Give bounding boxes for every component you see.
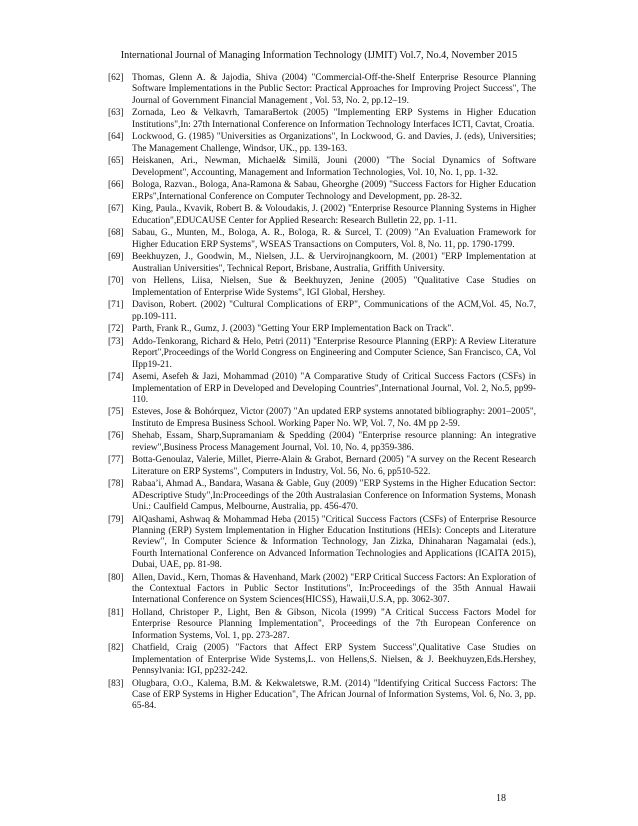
- reference-item: [108, 276, 536, 299]
- reference-item: [108, 337, 536, 371]
- reference-text: Parth, Frank R., Gumz, J. (2003) "Getting Your ERP Implementation Back on Track".: [132, 324, 454, 335]
- reference-number: [78]: [108, 479, 124, 490]
- reference-item: [108, 479, 536, 513]
- reference-number: [62]: [108, 73, 124, 83]
- reference-item: [108, 228, 536, 251]
- reference-text: King, Paula., Kvavik, Robert B. & Voloudakis, J. (2002) "Enterprise Resource Planning Systems in Higher Education",EDUCAUSE Center for Applied Research: Research Bulletin 22, pp. 1-11.: [132, 204, 536, 226]
- reference-text: Bologa, Razvan., Bologa, Ana-Ramona & Sabau, Gheorghe (2009) "Success Factors for Higher Education ERPs",International Conference on Computer Technology and Development, pp. 28-32.: [132, 180, 536, 202]
- reference-text: Asemi, Asefeh & Jazi, Mohammad (2010) "A Comparative Study of Critical Success Factors (CSFs) in Implementation of ERP in Developed and Developing Countries",International Journal, Vol. 2, No.5, pp99-110.: [132, 372, 536, 405]
- reference-text: Holland, Christoper P., Light, Ben & Gibson, Nicola (1999) "A Critical Success Factors Model for Enterprise Resource Planning Implementation", Proceedings of the 7th European Conference on Information Systems, Vol. 1, pp. 273-287.: [132, 608, 536, 641]
- reference-item: [108, 431, 536, 454]
- reference-item: [108, 643, 536, 677]
- reference-text: Sabau, G., Munten, M., Bologa, A. R., Bologa, R. & Surcel, T. (2009) "An Evaluation Framework for Higher Education ERP Systems", WSEAS Transactions on Computers, Vol. 8, No. 11, pp. 1790-1799.: [132, 228, 536, 250]
- reference-number: [68]: [108, 228, 124, 239]
- reference-text: Botta-Genoulaz, Valerie, Millet, Pierre-Alain & Grabot, Bernard (2005) "A survey on the Recent Research Literature on ERP Systems", Computers in Industry, Vol. 56, No. 6, pp510-522.: [132, 455, 536, 477]
- reference-text: Davison, Robert. (2002) "Cultural Complications of ERP", Communications of the ACM,Vol. 45, No.7, pp.109-111.: [132, 300, 536, 322]
- reference-text: Chatfield, Craig (2005) "Factors that Affect ERP System Success",Qualitative Case Studies on Implementation of Enterprise Wide Systems,L. von Hellens,S. Nielsen, & J. Beekhuyzen,Eds.Hershey, Pennsylvania: IGI, pp232-242.: [132, 643, 536, 677]
- reference-item: [108, 608, 536, 642]
- reference-text: Beekhuyzen, J., Goodwin, M., Nielsen, J.L. & Uervirojnangkoorn, M. (2001) "ERP Implementation at Australian Universities", Technical Report, Brisbane, Australia, Griffith University.: [132, 252, 536, 274]
- reference-number: [74]: [108, 372, 124, 383]
- reference-item: [108, 372, 536, 406]
- reference-number: [82]: [108, 643, 124, 654]
- reference-text: Rabaa’i, Ahmad A., Bandara, Wasana & Gable, Guy (2009) "ERP Systems in the Higher Education Sector: ADescriptive Study",In:Proceedings of the 20th Australasian Conference on Information Systems, Monash Uni.: Caulfield Campus, Melbourne, Australia, pp. 456-470.: [132, 479, 536, 513]
- reference-number: [73]: [108, 336, 124, 347]
- reference-text: Addo-Tenkorang, Richard & Helo, Petri (2011) "Enterprise Resource Planning (ERP): A Review Literature Report",Proceedings of the World Congress on Engineering and Computer Science, San Francisco, CA, Vol IIpp19-21.: [132, 336, 536, 370]
- reference-item: [108, 156, 536, 179]
- reference-text: von Hellens, Liisa, Nielsen, Sue & Beekhuyzen, Jenine (2005) "Qualitative Case Studies on Implementation of Enterprise Wide Systems", IGI Global, Hershey.: [132, 276, 536, 298]
- reference-text: Zornada, Leo & Velkavrh, TamaraBertok (2005) "Implementing ERP Systems in Higher Education Institutions",In: 27th International Conference on Information Technology Interfaces ICTI, Cavtat, Croatia.: [132, 108, 536, 130]
- reference-item: [108, 300, 536, 323]
- reference-number: [72]: [108, 324, 124, 335]
- reference-item: [108, 204, 536, 227]
- running-header: International Journal of Managing Information Technology (IJMIT) Vol.7, No.4, November 2015: [120, 50, 518, 61]
- reference-number: [77]: [108, 455, 124, 466]
- reference-number: [66]: [108, 180, 124, 191]
- reference-number: [71]: [108, 300, 124, 311]
- reference-number: [67]: [108, 204, 124, 215]
- reference-item: [108, 679, 536, 713]
- reference-number: [79]: [108, 514, 124, 525]
- reference-item: [108, 455, 536, 478]
- reference-item: [108, 324, 536, 335]
- reference-number: [81]: [108, 608, 124, 619]
- reference-item: [108, 252, 536, 275]
- reference-number: [63]: [108, 108, 124, 119]
- reference-number: [64]: [108, 132, 124, 143]
- reference-number: [83]: [108, 678, 124, 689]
- reference-number: [69]: [108, 252, 124, 263]
- reference-number: [65]: [108, 156, 124, 167]
- reference-number: [76]: [108, 431, 124, 442]
- page-number: 18: [496, 793, 506, 804]
- reference-number: [75]: [108, 407, 124, 418]
- reference-item: [108, 132, 536, 155]
- reference-item: [108, 573, 536, 607]
- reference-item: [108, 108, 536, 131]
- reference-text: Esteves, Jose & Bohórquez, Victor (2007) "An updated ERP systems annotated bibliography: 2001–2005", Instituto de Empresa Business School. Working Paper No. WP, Vol. 7, No. 4M pp 2-59.: [132, 407, 536, 429]
- reference-number: [70]: [108, 276, 124, 287]
- reference-number: [80]: [108, 572, 124, 583]
- reference-text: Olugbara, O.O., Kalema, B.M. & Kekwaletswe, R.M. (2014) "Identifying Critical Success Factors: The Case of ERP Systems in Higher Education", The African Journal of Information Systems, Vol. 6, No. 3, pp. 65-84.: [132, 678, 536, 712]
- reference-text: Heiskanen, Ari., Newman, Michael& Similä, Jouni (2000) "The Social Dynamics of Software Development", Accounting, Management and Information Technologies, Vol. 10, No. 1, pp. 1-32.: [132, 156, 536, 178]
- reference-text: AlQashami, Ashwaq & Mohammad Heba (2015) "Critical Success Factors (CSFs) of Enterprise Resource Planning (ERP) System Implementation in Higher Education Institutions (HEIs): Concepts and Literature Review", In Computer Science & Information Technology, Jan Zizka, Dhinaharan Nagamalai (eds.), Fourth International Conference on Advanced Information Technologies and Applications (ICAITA 2015), Dubai, UAE, pp. 81-98.: [132, 514, 536, 571]
- reference-text: Shehab, Essam, Sharp,Supramaniam & Spedding (2004) "Enterprise resource planning: An integrative review",Business Process Management Journal, Vol. 10, No. 4, pp359-386.: [132, 431, 536, 453]
- reference-item: [108, 407, 536, 430]
- reference-item: [108, 515, 536, 572]
- reference-item: [108, 180, 536, 203]
- reference-item: [108, 73, 536, 107]
- reference-text: Lockwood, G. (1985) "Universities as Organizations", In Lockwood, G. and Davies, J. (eds), Universities; The Management Challenge, Windsor, UK., pp. 139-163.: [132, 132, 536, 154]
- reference-text: Thomas, Glenn A. & Jajodia, Shiva (2004) "Commercial-Off-the-Shelf Enterprise Resource Planning Software Implementations in the Public Sector: Practical Approaches for Improving Project Success", The Journal of Government Financial Management , Vol. 53, No. 2, pp.12–19.: [132, 73, 536, 106]
- reference-text: Allen, David., Kern, Thomas & Havenhand, Mark (2002) "ERP Critical Success Factors: An Exploration of the Contextual Factors in Public Sector Institutions", In:Proceedings of the 35th Annual Hawaii International Conference on System Sciences(HICSS), Hawaii,U.S.A, pp. 3062-307.: [132, 572, 537, 606]
- reference-list: [108, 73, 536, 714]
